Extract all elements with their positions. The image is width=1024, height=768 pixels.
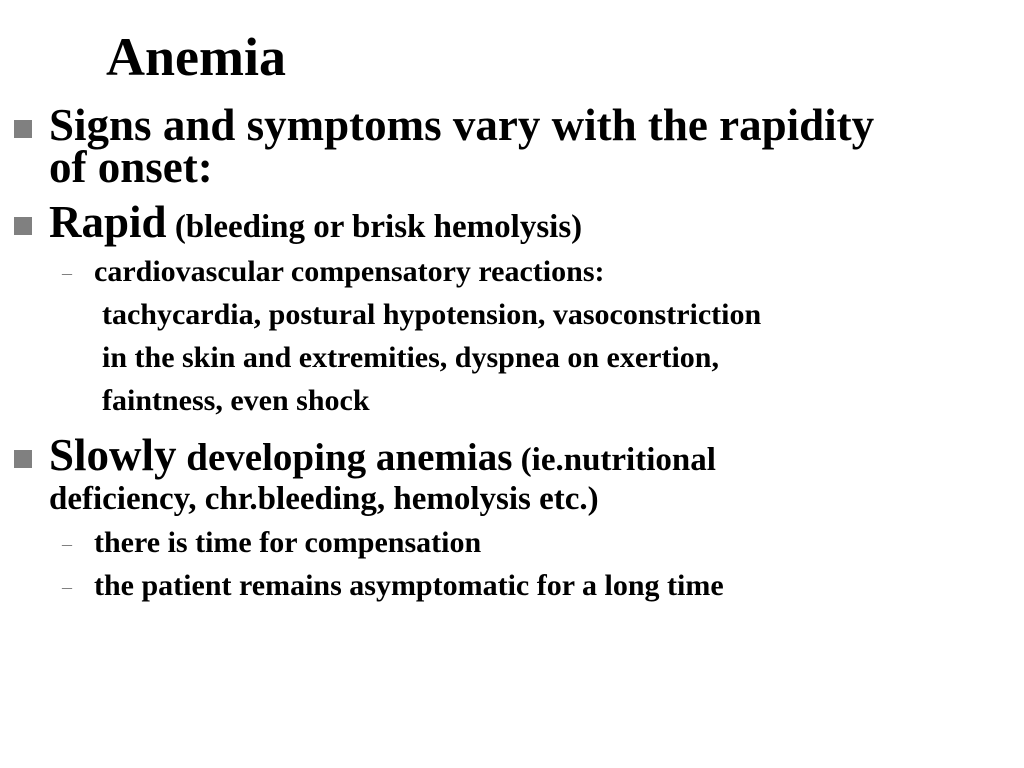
dash-marker-icon: – xyxy=(62,262,72,284)
bullet-slowly-line-2: deficiency, chr.bleeding, hemolysis etc.) xyxy=(49,481,599,517)
dash-marker-icon: – xyxy=(62,533,72,555)
sub-bullet-compensation-text: there is time for compensation xyxy=(94,526,482,559)
bullet-onset-line-2: of onset: xyxy=(49,142,213,192)
sub-bullet-cont-line-3: faintness, even shock xyxy=(102,384,370,417)
dash-marker-icon: – xyxy=(62,576,72,598)
slide-title: Anemia xyxy=(106,27,286,87)
bullet-slowly xyxy=(0,428,1024,523)
sub-bullet-cont-line-1: tachycardia, postural hypotension, vasoconstriction xyxy=(102,298,762,331)
bullet-slowly-mid: developing anemias xyxy=(176,436,513,479)
sub-bullet-cardiovascular xyxy=(0,250,1024,422)
square-bullet-icon xyxy=(14,217,32,235)
sub-bullet-cont-line-2: in the skin and extremities, dyspnea on exertion, xyxy=(102,341,719,374)
sub-bullet-first-line: cardiovascular compensatory reactions: xyxy=(94,255,605,288)
sub-bullet-asymptomatic xyxy=(0,564,1024,607)
bullet-onset-line-1: Signs and symptoms vary with the rapidity xyxy=(49,100,875,150)
bullet-slowly-lead: Slowly xyxy=(49,430,177,480)
bullet-slowly-small: (ie.nutritional xyxy=(512,442,716,478)
square-bullet-icon xyxy=(14,120,32,138)
square-bullet-icon xyxy=(14,450,32,468)
sub-bullet-asymptomatic-text: the patient remains asymptomatic for a long time xyxy=(94,569,724,602)
sub-bullet-compensation xyxy=(0,521,1024,564)
bullet-rapid-lead: Rapid xyxy=(49,197,167,247)
bullet-onset xyxy=(0,100,1024,200)
sub-bullet-cardiovascular-text xyxy=(94,250,761,422)
bullet-rapid xyxy=(0,195,1024,250)
bullet-rapid-rest: (bleeding or brisk hemolysis) xyxy=(166,209,583,245)
